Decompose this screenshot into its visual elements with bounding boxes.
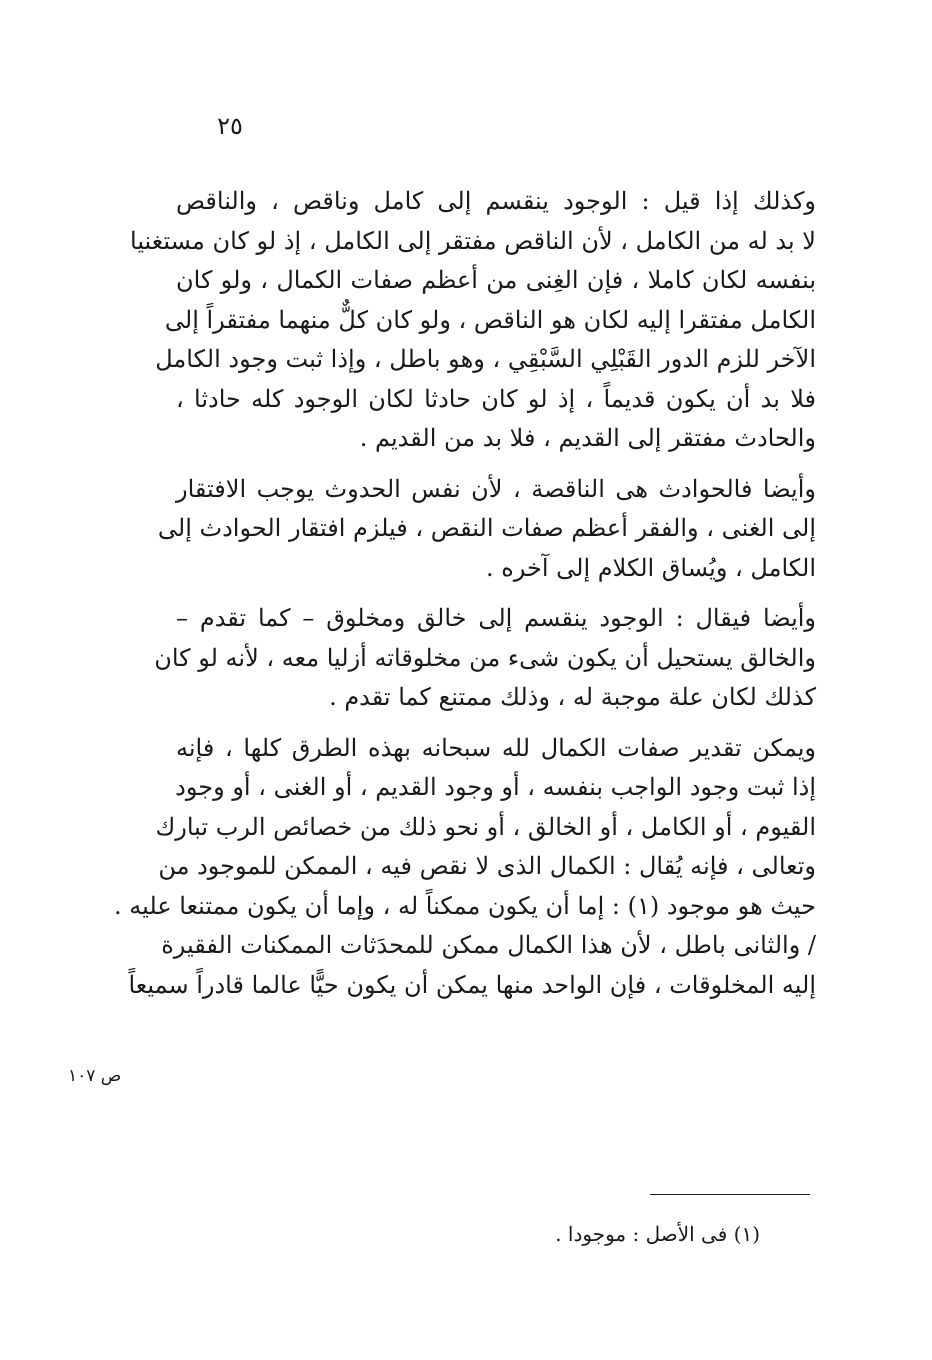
footnote-separator: [650, 1194, 810, 1195]
text-line: وتعالى ، فإنه يُقال : الكمال الذى لا نقص فيه ، الممكن للموجود من: [158, 852, 816, 880]
text-line: / والثانى باطل ، لأن هذا الكمال ممكن للمحدَثات الممكنات الفقيرة: [161, 931, 816, 959]
text-line: وأيضا فيقال : الوجود ينقسم إلى خالق ومخلوق – كما تقدم –: [176, 604, 816, 632]
text-line: وأيضا فالحوادث هى الناقصة ، لأن نفس الحدوث يوجب الافتقار: [176, 474, 816, 503]
body-text: [114, 182, 816, 1016]
text-line: الآخر للزم الدور القَبْلِي السَّبْقِي ، وهو باطل ، وإذا ثبت وجود الكامل: [155, 345, 816, 373]
text-line: بنفسه لكان كاملا ، فإن الغِنى من أعظم صفات الكمال ، ولو كان: [176, 266, 816, 294]
text-line: الكامل ، ويُساق الكلام إلى آخره .: [485, 553, 816, 582]
text-line: كذلك لكان علة موجبة له ، وذلك ممتنع كما تقدم .: [329, 683, 816, 711]
paragraph: [157, 470, 816, 589]
footnote: (١) فى الأصل : موجودا .: [555, 1222, 760, 1246]
text-line: وكذلك إذا قيل : الوجود ينقسم إلى كامل وناقص ، والناقص: [176, 187, 816, 215]
text-line: حيث هو موجود (١) : إما أن يكون ممكناً له ، وإما أن يكون ممتنعا عليه .: [114, 891, 816, 920]
text-line: ويمكن تقدير صفات الكمال لله سبحانه بهذه الطرق كلها ، فإنه: [176, 733, 816, 762]
page-number: ٢٥: [217, 112, 243, 140]
text-line: القيوم ، أو الكامل ، أو الخالق ، أو نحو ذلك من خصائص الرب تبارك: [155, 812, 816, 841]
text-line: لا بد له من الكامل ، لأن الناقص مفتقر إلى الكامل ، إذ لو كان مستغنيا: [130, 226, 816, 255]
text-line: إليه المخلوقات ، فإن الواحد منها يمكن أن يكون حيًّا عالما قادراً سميعاً: [128, 970, 816, 999]
paragraph: [154, 599, 816, 718]
text-line: والحادث مفتقر إلى القديم ، فلا بد من القديم .: [359, 424, 816, 452]
text-line: إلى الغنى ، والفقر أعظم صفات النقص ، فيلزم افتقار الحوادث إلى: [157, 514, 816, 542]
text-line: الكامل مفتقرا إليه لكان هو الناقص ، ولو كان كلٌّ منهما مفتقراً إلى: [164, 305, 816, 334]
paragraph: [130, 182, 816, 459]
text-line: فلا بد أن يكون قديماً ، إذ لو كان حادثا لكان الوجود كله حادثا ،: [176, 384, 816, 413]
text-line: والخالق يستحيل أن يكون شىء من مخلوقاته أزليا معه ، لأنه لو كان: [154, 643, 816, 672]
margin-page-reference: ص ١٠٧: [68, 1066, 122, 1086]
paragraph: [114, 729, 816, 1006]
text-line: إذا ثبت وجود الواجب بنفسه ، أو وجود القديم ، أو الغنى ، أو وجود: [175, 773, 816, 801]
